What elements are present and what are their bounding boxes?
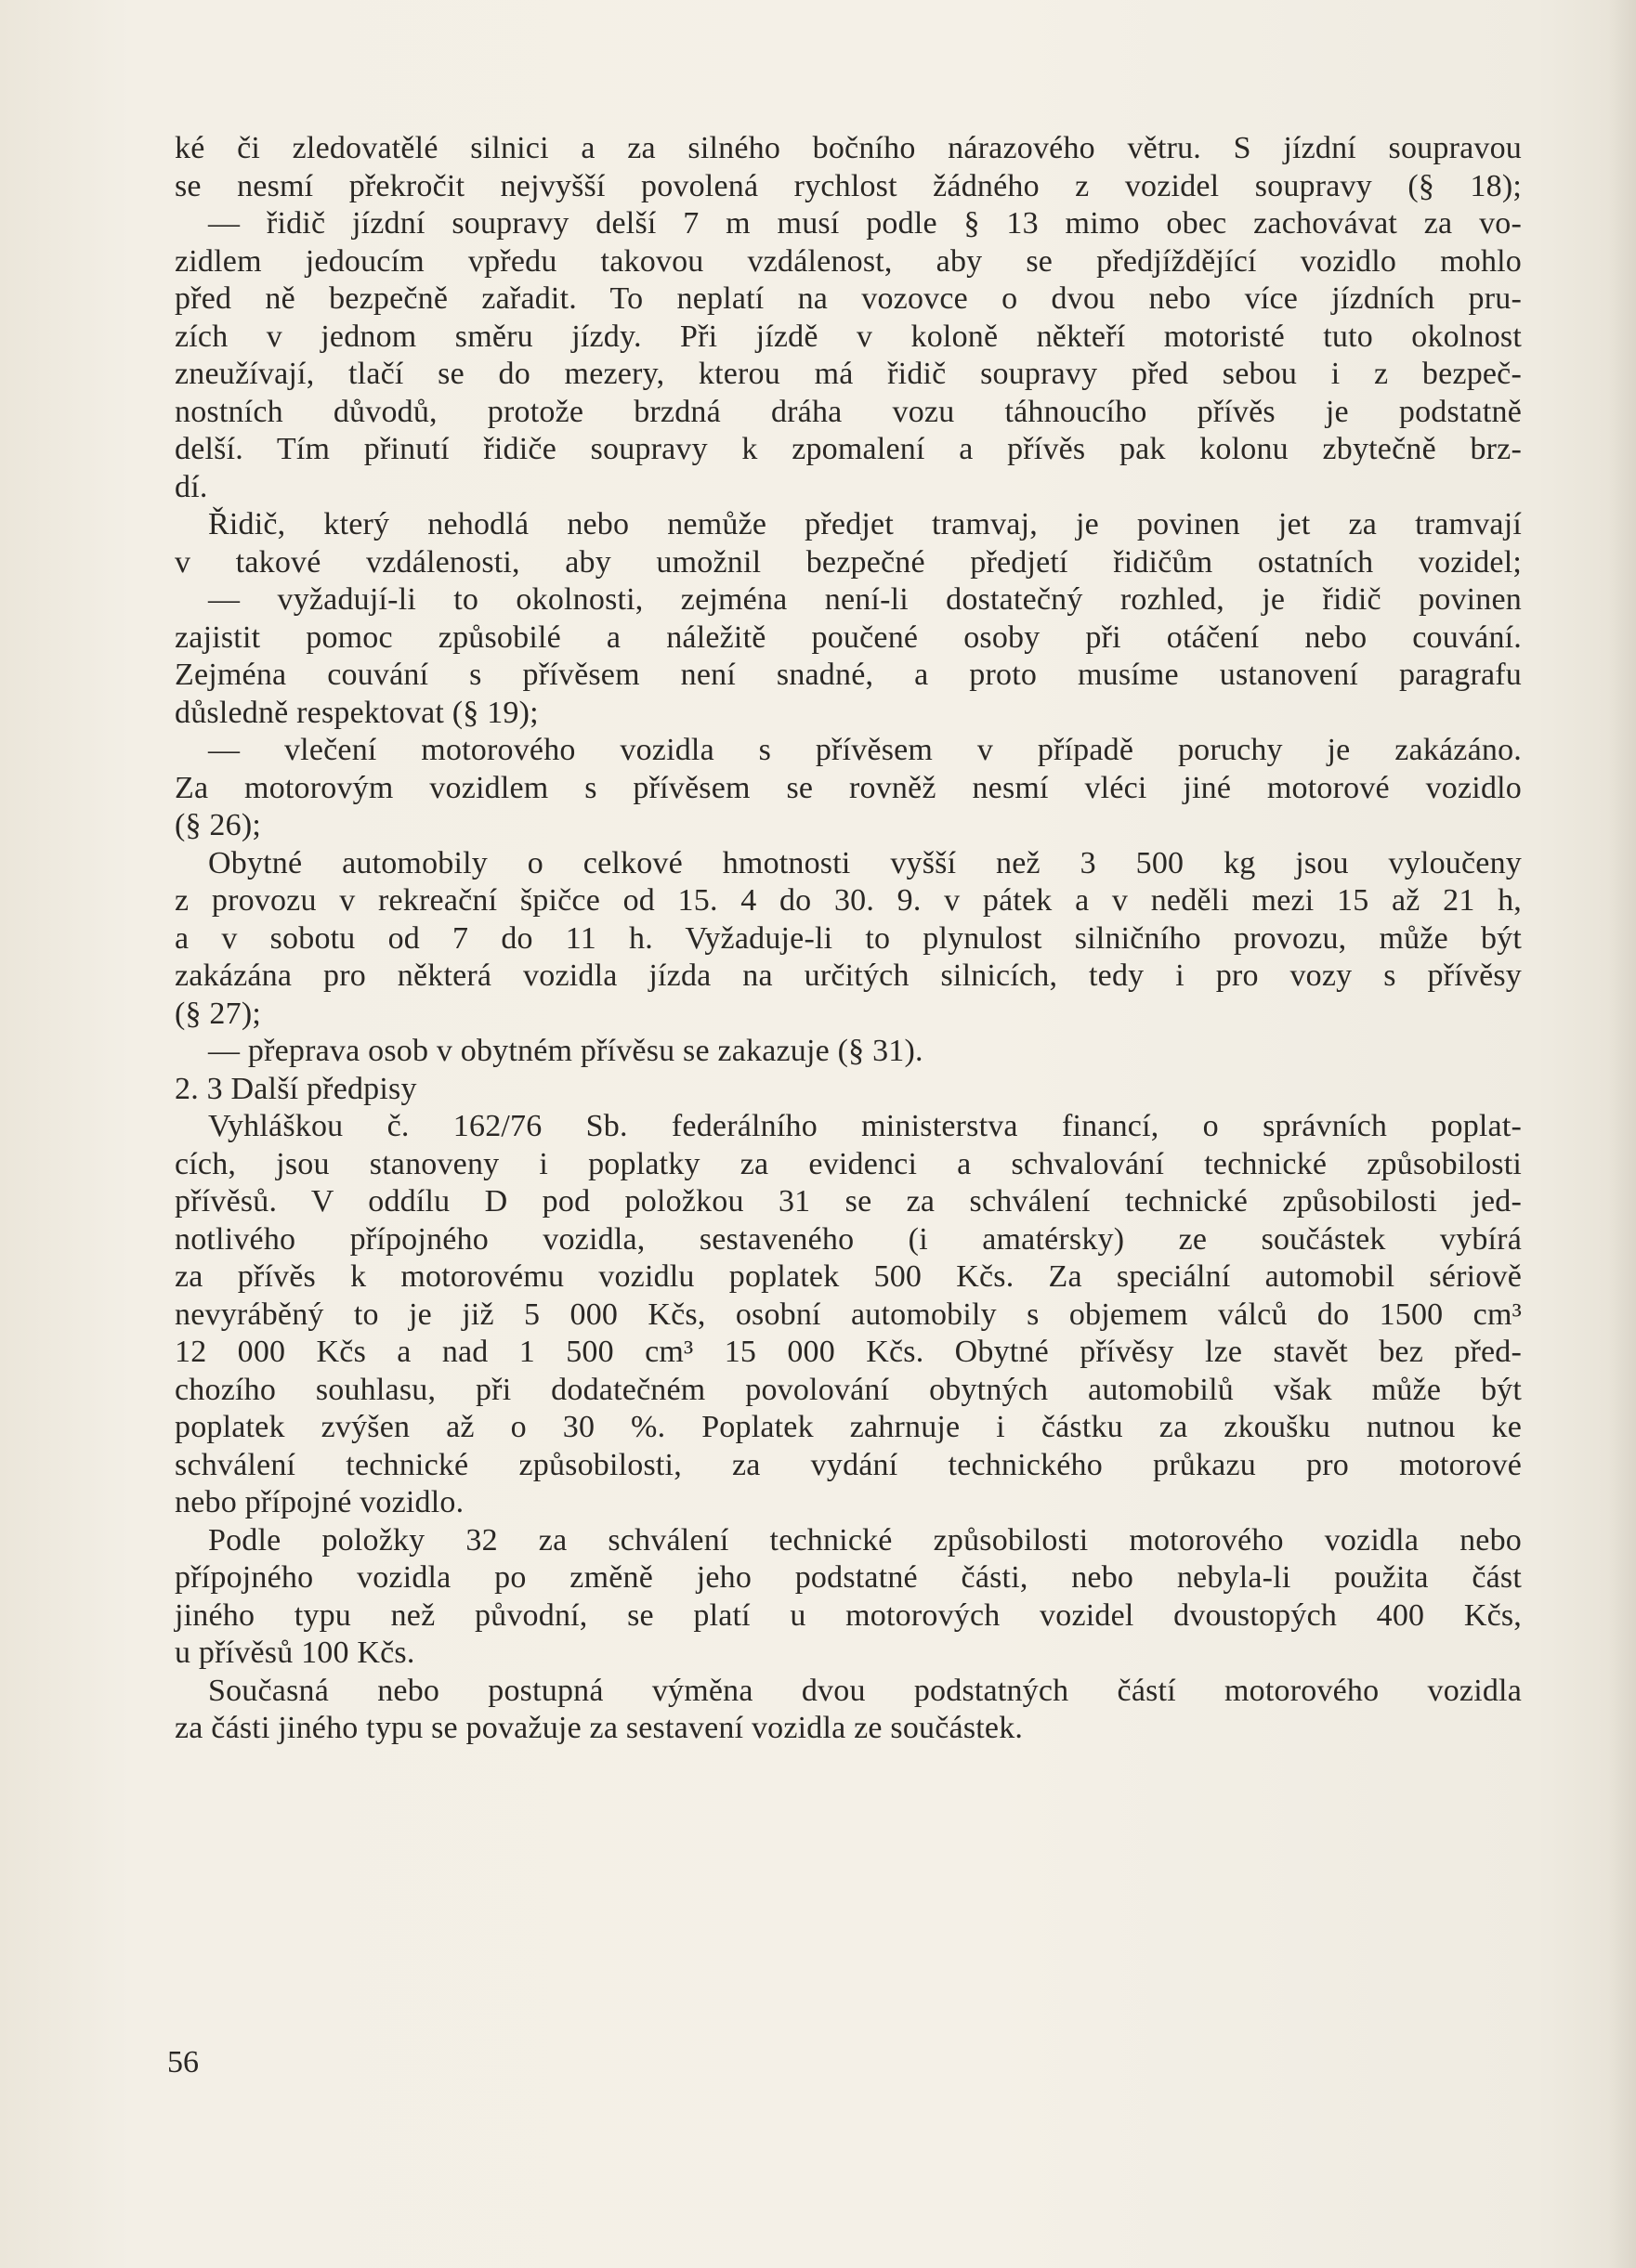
text-line: Zejména couvání s přívěsem není snadné, a proto musíme ustanovení paragrafu	[175, 658, 1522, 692]
text-line: Za motorovým vozidlem s přívěsem se rovněž nesmí vléci jiné motorové vozidlo	[175, 770, 1522, 805]
text-line: nostních důvodů, protože brzdná dráha vozu táhnoucího přívěs je podstatně	[175, 394, 1522, 429]
text-line: zakázána pro některá vozidla jízda na určitých silnicích, tedy i pro vozy s přívěsy	[175, 958, 1522, 993]
paragraph-4	[175, 845, 1522, 1034]
page-edge-shadow	[1608, 0, 1636, 2268]
text-line: zneužívají, tlačí se do mezery, kterou má řidič soupravy před sebou i z bezpeč-	[175, 357, 1522, 391]
text-line: se nesmí překročit nejvyšší povolená rychlost žádného z vozidel soupravy (§ 18);	[175, 168, 1522, 203]
text-line: ké či zledovatělé silnici a za silného bočního nárazového větru. S jízdní soupravou	[175, 131, 1522, 165]
text-line: přípojného vozidla po změně jeho podstatné části, nebo nebyla-li použita část	[175, 1560, 1522, 1595]
text-line: před ně bezpečně zařadit. To neplatí na vozovce o dvou nebo více jízdních pru-	[175, 281, 1522, 316]
text-line: zidlem jedoucím vpředu takovou vzdálenost, aby se předjíždějící vozidlo mohlo	[175, 243, 1522, 279]
section-heading: 2. 3 Další předpisy	[175, 1071, 417, 1106]
paragraph-5	[175, 1033, 1522, 1071]
paragraph-2	[175, 506, 1522, 732]
text-line: notlivého přípojného vozidla, sestaveného (i amatérsky) ze součástek vybírá	[175, 1221, 1522, 1257]
text-line: delší. Tím přinutí řidiče soupravy k zpomalení a přívěs pak kolonu zbytečně brz-	[175, 432, 1522, 466]
page-body-text	[175, 130, 1522, 1748]
text-line: cích, jsou stanoveny i poplatky za evidenci a schvalování technické způsobilosti	[175, 1146, 1522, 1181]
text-line: Řidič, který nehodlá nebo nemůže předjet tramvaj, je povinen jet za tramvají	[208, 507, 1522, 541]
paragraph-7	[175, 1522, 1522, 1673]
text-line: — přeprava osob v obytném přívěsu se zakazuje (§ 31).	[208, 1034, 923, 1068]
text-line: — řidič jízdní soupravy delší 7 m musí podle § 13 mimo obec zachovávat za vo-	[208, 206, 1522, 241]
page-number: 56	[167, 2045, 199, 2079]
text-line: poplatek zvýšen až o 30 %. Poplatek zahrnuje i částku za zkoušku nutnou ke	[175, 1410, 1522, 1444]
text-line: — vlečení motorového vozidla s přívěsem v případě poruchy je zakázáno.	[208, 733, 1522, 767]
paragraph-3	[175, 732, 1522, 845]
text-line: nevyráběný to je již 5 000 Kčs, osobní automobily s objemem válců do 1500 cm³	[175, 1297, 1522, 1332]
text-line: v takové vzdálenosti, aby umožnil bezpečné předjetí řidičům ostatních vozidel;	[175, 544, 1522, 580]
text-line: u přívěsů 100 Kčs.	[175, 1636, 415, 1670]
text-line: Současná nebo postupná výměna dvou podstatných částí motorového vozidla	[208, 1673, 1522, 1708]
text-line: jiného typu než původní, se platí u motorových vozidel dvoustopých 400 Kčs,	[175, 1597, 1522, 1633]
text-line: nebo přípojné vozidlo.	[175, 1485, 465, 1519]
text-line: Podle položky 32 za schválení technické způsobilosti motorového vozidla nebo	[208, 1522, 1522, 1558]
text-line: — vyžadují-li to okolnosti, zejména není-li dostatečný rozhled, je řidič povinen	[208, 582, 1522, 617]
paragraph-8	[175, 1673, 1522, 1748]
text-line: dí.	[175, 469, 208, 504]
text-line: Obytné automobily o celkové hmotnosti vyšší než 3 500 kg jsou vyloučeny	[208, 845, 1522, 880]
text-line: z provozu v rekreační špičce od 15. 4 do 30. 9. v pátek a v neděli mezi 15 až 21 h,	[175, 883, 1522, 918]
paragraph-1	[175, 130, 1522, 506]
text-line: (§ 26);	[175, 808, 261, 842]
text-line: za části jiného typu se považuje za sestavení vozidla ze součástek.	[175, 1711, 1024, 1745]
text-line: přívěsů. V oddílu D pod položkou 31 se za schválení technické způsobilosti jed-	[175, 1184, 1522, 1219]
text-line: zích v jednom směru jízdy. Při jízdě v koloně někteří motoristé tuto okolnost	[175, 319, 1522, 354]
text-line: (§ 27);	[175, 996, 261, 1031]
text-line: schválení technické způsobilosti, za vydání technického průkazu pro motorové	[175, 1447, 1522, 1482]
text-line: chozího souhlasu, při dodatečném povolování obytných automobilů však může být	[175, 1372, 1522, 1407]
paragraph-6	[175, 1108, 1522, 1522]
text-line: 12 000 Kčs a nad 1 500 cm³ 15 000 Kčs. Obytné přívěsy lze stavět bez před-	[175, 1335, 1522, 1369]
text-line: a v sobotu od 7 do 11 h. Vyžaduje-li to plynulost silničního provozu, může být	[175, 920, 1522, 956]
text-line: zajistit pomoc způsobilé a náležitě poučené osoby při otáčení nebo couvání.	[175, 619, 1522, 655]
text-line: důsledně respektovat (§ 19);	[175, 695, 539, 730]
text-line: Vyhláškou č. 162/76 Sb. federálního ministerstva financí, o správních poplat-	[208, 1109, 1522, 1143]
text-line: za přívěs k motorovému vozidlu poplatek 500 Kčs. Za speciální automobil sériově	[175, 1259, 1522, 1294]
